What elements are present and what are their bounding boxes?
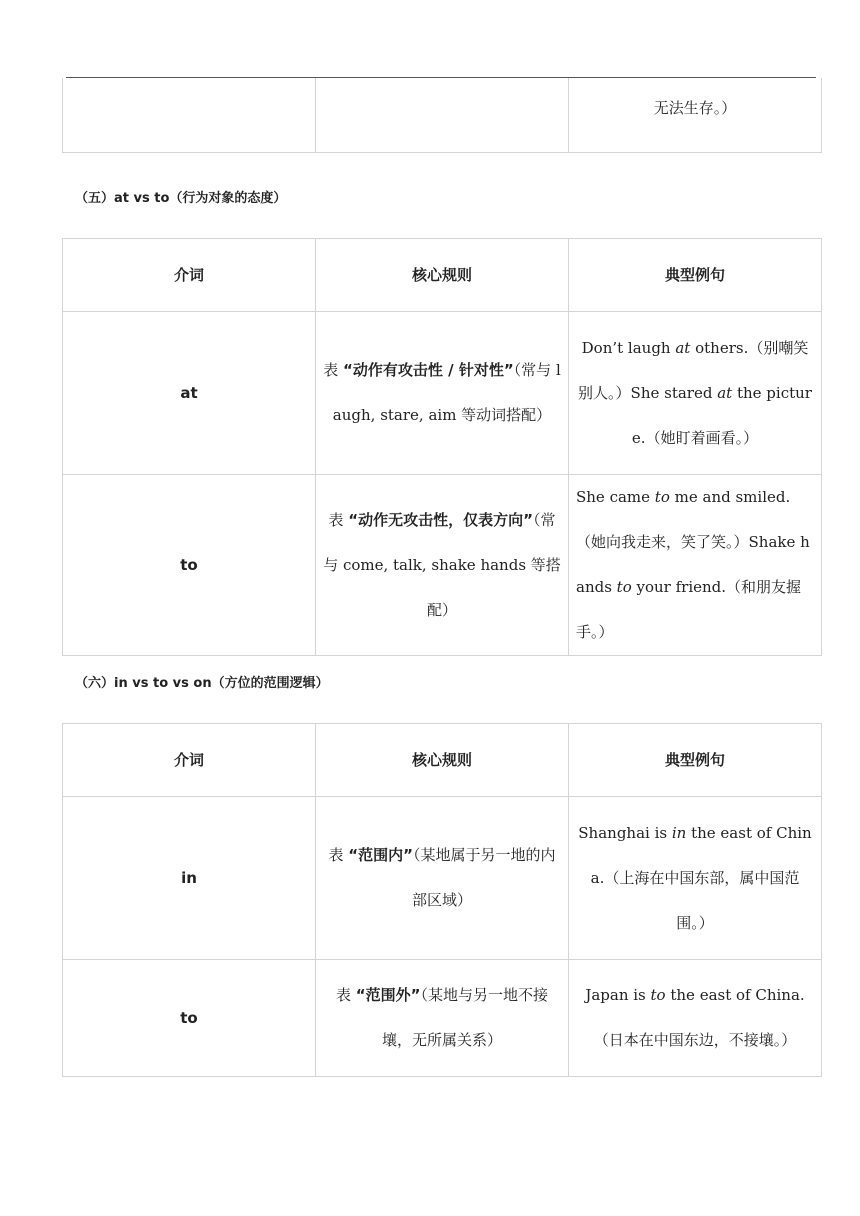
preposition-cell: at	[63, 312, 316, 475]
example-text: the east of China.（日本在中国东边，不接壤。）	[593, 986, 805, 1049]
example-cell	[569, 78, 822, 152]
rule-detail: （某地属于另一地的内部区域）	[411, 846, 556, 909]
example-preposition: to	[616, 578, 632, 596]
header-core-rule: 核心规则	[316, 239, 569, 312]
example-text: Don’t laugh	[581, 338, 676, 357]
rule-highlight: “动作有攻击性 / 针对性”	[343, 361, 514, 379]
example-text: the picture.（她盯着画看。）	[631, 383, 812, 447]
example-text: the east of China.（上海在中国东部，属中国范围。）	[590, 823, 812, 932]
rule-prefix: 表	[328, 846, 349, 864]
preposition-cell: in	[63, 797, 316, 960]
example-text: Japan is	[585, 986, 651, 1004]
preposition-cell: to	[63, 960, 316, 1077]
table-header-row	[63, 724, 822, 797]
rule-highlight: “范围内”	[348, 846, 413, 864]
example-preposition: at	[717, 383, 733, 402]
example-text: She stared	[630, 383, 718, 402]
at-vs-to-table	[62, 238, 822, 656]
table-row	[63, 960, 822, 1077]
continuation-table	[62, 78, 822, 153]
example-preposition: to	[650, 986, 666, 1004]
table-header-row	[63, 239, 822, 312]
header-example: 典型例句	[569, 724, 822, 797]
rule-cell	[316, 797, 569, 960]
rule-detail: （某地与另一地不接壤，无所属关系）	[381, 986, 548, 1049]
in-vs-to-vs-on-table	[62, 723, 822, 1077]
example-text: She came	[576, 488, 655, 506]
rule-highlight: “范围外”	[355, 986, 421, 1004]
table-row	[63, 78, 822, 152]
example-cell	[569, 797, 822, 960]
example-text: me and smiled.（她向我走来，笑了笑。）	[576, 488, 791, 551]
section-6-title: （六）in vs to vs on（方位的范围逻辑）	[75, 676, 329, 691]
empty-cell	[316, 78, 569, 152]
example-preposition: at	[675, 338, 691, 357]
rule-cell	[316, 312, 569, 475]
section-5-title: （五）at vs to（行为对象的态度）	[75, 191, 287, 206]
header-preposition: 介词	[63, 239, 316, 312]
rule-detail: （常与 come, talk, shake hands 等搭配）	[323, 510, 561, 619]
header-core-rule: 核心规则	[316, 724, 569, 797]
example-preposition: to	[654, 488, 670, 506]
empty-cell	[63, 78, 316, 152]
example-preposition: in	[671, 823, 687, 842]
rule-prefix: 表	[328, 510, 349, 529]
table-row	[63, 312, 822, 475]
example-text: others.（别嘲笑别人。）	[578, 338, 809, 402]
rule-cell	[316, 960, 569, 1077]
example-cell	[569, 960, 822, 1077]
rule-prefix: 表	[335, 986, 356, 1004]
example-cell	[569, 475, 822, 656]
example-text: your friend.（和朋友握手。）	[576, 578, 802, 641]
preposition-cell: to	[63, 475, 316, 656]
example-text: Shake hands	[576, 533, 810, 596]
table-row	[63, 797, 822, 960]
header-preposition: 介词	[63, 724, 316, 797]
rule-cell	[316, 475, 569, 656]
example-text: Shanghai is	[578, 823, 672, 842]
example-cell	[569, 312, 822, 475]
rule-prefix: 表	[323, 361, 344, 379]
continued-text: 无法生存。）	[653, 99, 737, 117]
table-row	[63, 475, 822, 656]
rule-highlight: “动作无攻击性，仅表方向”	[348, 510, 533, 529]
header-example: 典型例句	[569, 239, 822, 312]
rule-detail: （常与 laugh, stare, aim 等动词搭配）	[332, 361, 561, 424]
